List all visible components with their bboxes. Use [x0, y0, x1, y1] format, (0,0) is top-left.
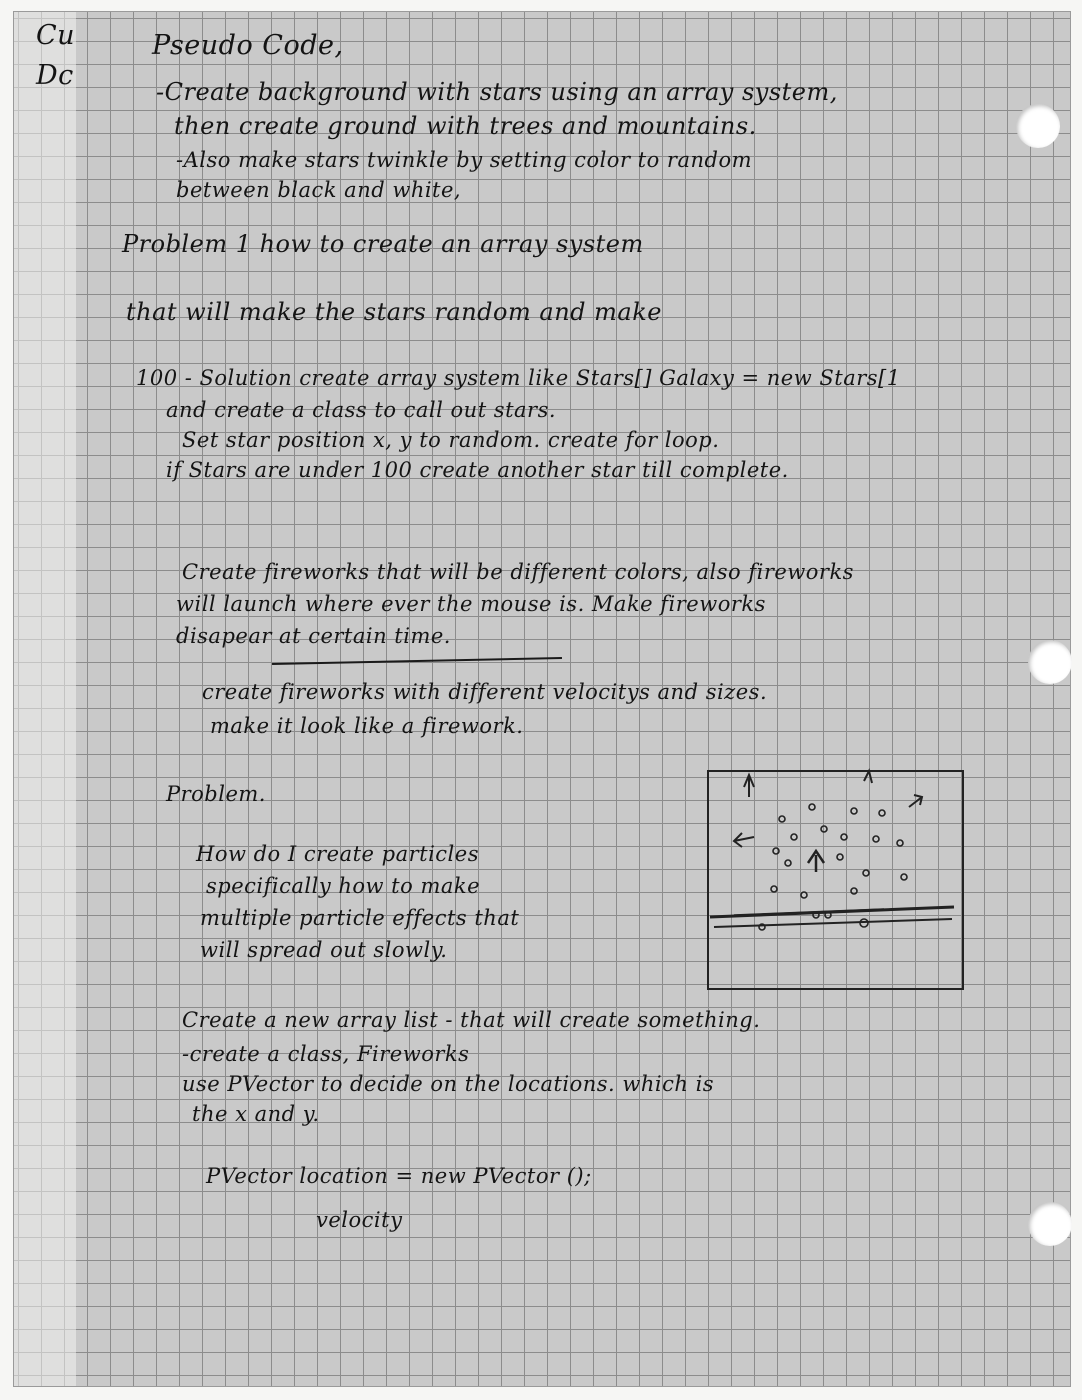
note-line: multiple particle effects that: [200, 906, 520, 930]
solution-line: 100 - Solution create array system like Stars[] Galaxy = new Stars[1: [136, 366, 901, 390]
punch-hole: [1028, 1202, 1072, 1246]
firework-sketch: [704, 767, 969, 995]
sketch-ground: [714, 919, 952, 927]
note-line: make it look like a firework.: [210, 714, 524, 738]
note-line: How do I create particles: [196, 842, 479, 866]
note-line: then create ground with trees and mountains.: [174, 112, 757, 140]
problem-1-heading: Problem 1 how to create an array system: [122, 230, 644, 258]
note-line: between black and white,: [176, 178, 462, 202]
sketch-frame: [708, 771, 963, 989]
sketch-arrow: [734, 833, 754, 847]
punch-hole: [1028, 640, 1072, 684]
note-line: will launch where ever the mouse is. Make fireworks: [176, 592, 766, 616]
note-line: Set star position x, y to random. create for loop.: [182, 428, 720, 452]
margin-fragment: Dc: [36, 60, 74, 91]
note-line: -Create background with stars using an array system,: [156, 78, 838, 106]
note-line: Create fireworks that will be different colors, also fireworks: [182, 560, 854, 584]
notebook-page: [14, 12, 1070, 1386]
note-line: specifically how to make: [206, 874, 481, 898]
sketch-arrow: [808, 851, 824, 872]
problem-2-heading: Problem.: [166, 782, 266, 806]
note-line: Create a new array list - that will create something.: [182, 1008, 761, 1032]
sketch-arrow: [909, 795, 922, 807]
code-line: PVector location = new PVector ();: [206, 1164, 592, 1188]
page-margin: [14, 12, 76, 1386]
underline: [272, 657, 562, 665]
note-line: if Stars are under 100 create another star till complete.: [166, 458, 789, 482]
note-line: use PVector to decide on the locations. which is: [182, 1072, 715, 1096]
code-line: velocity: [316, 1208, 403, 1232]
note-line: disapear at certain time.: [176, 624, 451, 648]
note-line: and create a class to call out stars.: [166, 398, 557, 422]
note-line: create fireworks with different velocitys and sizes.: [202, 680, 768, 704]
margin-fragment: Cu: [36, 20, 76, 51]
note-line: that will make the stars random and make: [126, 298, 662, 326]
note-line: -Also make stars twinkle by setting color to random: [176, 148, 753, 172]
heading-pseudo-code: Pseudo Code,: [152, 30, 344, 61]
note-line: will spread out slowly.: [200, 938, 448, 962]
punch-hole: [1016, 104, 1060, 148]
sketch-arrow: [864, 771, 872, 783]
note-line: -create a class, Fireworks: [182, 1042, 470, 1066]
sketch-ground: [710, 907, 954, 917]
note-line: the x and y.: [192, 1102, 320, 1126]
